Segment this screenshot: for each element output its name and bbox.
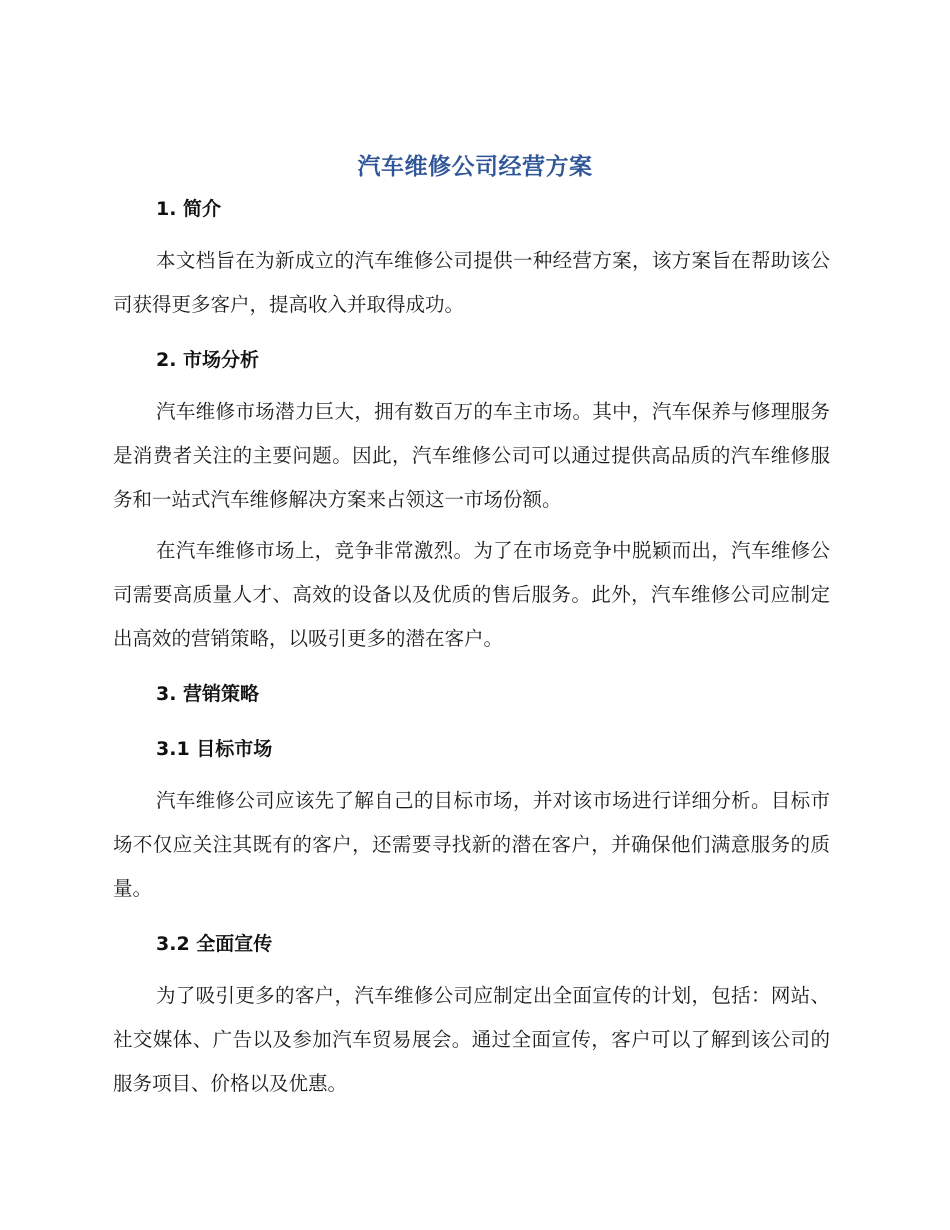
section-heading-target-market: 3.1 目标市场 xyxy=(156,738,273,760)
section-heading-intro: 1. 简介 xyxy=(156,198,222,220)
section-heading-publicity: 3.2 全面宣传 xyxy=(156,933,273,955)
document-title: 汽车维修公司经营方案 xyxy=(357,154,593,180)
section-heading-market-analysis: 2. 市场分析 xyxy=(156,349,260,371)
paragraph-market-analysis-1: 汽车维修市场潜力巨大，拥有数百万的车主市场。其中，汽车保养与修理服务是消费者关注的主要问题。因此，汽车维修公司可以通过提供高品质的汽车维修服务和一站式汽车维修解决方案来占领这一市场份额。 xyxy=(113,400,830,511)
paragraph-publicity: 为了吸引更多的客户，汽车维修公司应制定出全面宣传的计划，包括：网站、社交媒体、广告以及参加汽车贸易展会。通过全面宣传，客户可以了解到该公司的服务项目、价格以及优惠。 xyxy=(113,984,830,1095)
paragraph-target-market: 汽车维修公司应该先了解自己的目标市场，并对该市场进行详细分析。目标市场不仅应关注其既有的客户，还需要寻找新的潜在客户，并确保他们满意服务的质量。 xyxy=(113,789,830,900)
paragraph-market-analysis-2: 在汽车维修市场上，竞争非常激烈。为了在市场竞争中脱颖而出，汽车维修公司需要高质量人才、高效的设备以及优质的售后服务。此外，汽车维修公司应制定出高效的营销策略，以吸引更多的潜在客户。 xyxy=(113,539,830,650)
section-heading-marketing-strategy: 3. 营销策略 xyxy=(156,683,260,705)
paragraph-intro: 本文档旨在为新成立的汽车维修公司提供一种经营方案，该方案旨在帮助该公司获得更多客户，提高收入并取得成功。 xyxy=(113,249,830,316)
